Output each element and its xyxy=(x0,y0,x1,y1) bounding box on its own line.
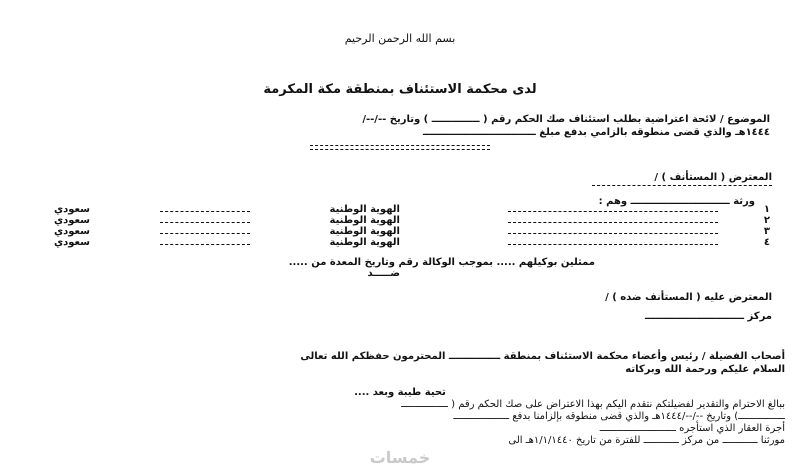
subject-line-2: ١٤٤٤هـ والذي قضى منطوقه بالزامي بدفع مبلغ ـــــــــــــــــــــــــــــــــ xyxy=(422,127,770,138)
heir-number: ٣ xyxy=(763,226,770,237)
heir-nationality: سعودي xyxy=(53,237,90,248)
court-title: لدى محكمة الاستئناف بمنطقة مكة المكرمة xyxy=(263,82,537,97)
id-blank xyxy=(160,233,250,234)
name-blank xyxy=(508,244,718,245)
id-blank xyxy=(160,211,250,212)
versus-label: ضـــــد xyxy=(367,268,400,279)
heir-id-label: الهوية الوطنية xyxy=(329,237,400,248)
watermark: خمسات xyxy=(369,448,431,467)
id-blank xyxy=(160,244,250,245)
id-blank xyxy=(160,222,250,223)
heirs-line: ورثة ـــــــــــــــــــــــــــــ وهم : xyxy=(598,196,755,207)
heir-row xyxy=(30,237,770,249)
name-blank xyxy=(508,222,718,223)
respondent-center: مركز ـــــــــــــــــــــــــــــ xyxy=(644,311,772,322)
basmala: بسم الله الرحمن الرحيم xyxy=(344,32,456,45)
salutation: السلام عليكم ورحمة الله وبركاته xyxy=(625,364,785,375)
body-line-4: مورثنا ــــــــــــ من مركز ــــــــــــ للفترة من تاريخ ١/١/١٤٤٠هـ الى xyxy=(508,435,785,446)
heir-number: ١ xyxy=(763,204,770,215)
heir-nationality: سعودي xyxy=(53,226,90,237)
body-line-1: ببالغ الاحترام والتقدير لفضيلتكم نتقدم اليكم بهذا الاعتراض على صك الحكم رقم ( ــــــــــــــــ xyxy=(401,399,785,410)
heir-number: ٢ xyxy=(763,215,770,226)
name-blank xyxy=(508,233,718,234)
heir-number: ٤ xyxy=(763,237,770,248)
body-line-2: ــــــــــــــــ) وتاريخ --/--/١٤٤٤هـ والذي قضى منطوقه بإلزامنا بدفع ـــــــــــــــــــ xyxy=(453,411,785,422)
heir-nationality: سعودي xyxy=(53,215,90,226)
address-line: أصحاب الفضيلة / رئيس وأعضاء محكمة الاستئناف بمنطقة ـــــــــــــــ المحترمون حفظكم الله تعالى xyxy=(300,351,785,362)
greeting: تحية طيبة وبعد .... xyxy=(354,387,446,398)
heir-id-label: الهوية الوطنية xyxy=(329,204,400,215)
representation-line: ممثلين بوكيلهم ..... بموجب الوكالة رقم وتاريخ المعدة من ..... xyxy=(288,257,595,268)
name-blank xyxy=(508,211,718,212)
appellant-heading-underline xyxy=(592,185,772,186)
subject-line-1: الموضوع / لائحة اعتراضية بطلب استئناف صك الحكم رقم ( ــــــــــــــ ) وتاريخ --/--/ xyxy=(362,114,770,125)
heir-id-label: الهوية الوطنية xyxy=(329,215,400,226)
respondent-heading: المعترض عليه ( المستأنف ضده ) / xyxy=(605,292,772,303)
appellant-heading: المعترض ( المستأنف ) / xyxy=(654,172,772,183)
heir-nationality: سعودي xyxy=(53,204,90,215)
subject-underline-2 xyxy=(310,149,490,150)
heir-id-label: الهوية الوطنية xyxy=(329,226,400,237)
subject-underline xyxy=(310,145,490,146)
body-line-3: أجرة العقار الذي استأجره ــــــــــــــــــــــــــ xyxy=(599,423,785,434)
